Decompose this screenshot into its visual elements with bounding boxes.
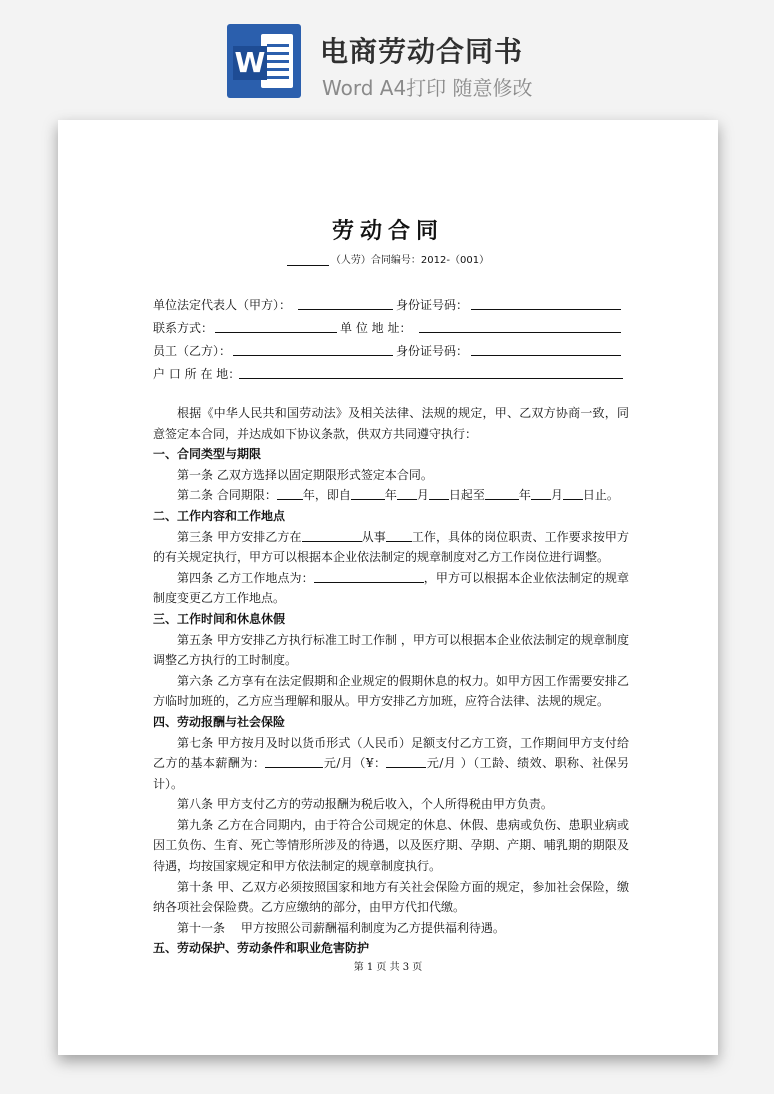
end-month-blank[interactable]	[531, 487, 551, 500]
employee-label: 员工（乙方）：	[153, 344, 232, 358]
word-doc-icon	[227, 24, 301, 98]
salary-number-blank[interactable]	[386, 755, 426, 768]
contract-number-text: （人劳）合同编号：2012-（001）	[330, 255, 490, 266]
article-5: 第五条 甲方安排乙方执行标准工时工作制 ，甲方可以根据本企业依法制定的规章制度调整乙方执行的工时制度。	[153, 632, 629, 668]
field-row-employee	[153, 342, 633, 358]
contact-label: 联系方式：	[153, 321, 214, 335]
banner-subtitle: Word A4打印 随意修改	[322, 76, 533, 100]
workplace-blank[interactable]	[314, 570, 424, 583]
start-day-blank[interactable]	[429, 487, 449, 500]
job-blank[interactable]	[386, 529, 412, 542]
article-2: 第二条 合同期限： 年，即自 年 月 日起至 年 月 日止。	[177, 488, 619, 503]
field-row-representative	[153, 296, 633, 312]
department-blank[interactable]	[302, 529, 362, 542]
section-heading-2: 二、工作内容和工作地点	[153, 508, 286, 523]
start-month-blank[interactable]	[397, 487, 417, 500]
banner	[0, 0, 774, 118]
contact-blank[interactable]	[215, 332, 337, 333]
id-blank-2[interactable]	[471, 355, 621, 356]
document-page	[58, 120, 718, 1055]
article-9: 第九条 乙方在合同期内，由于符合公司规定的休息、休假、患病或负伤、患职业病或因工负伤、生育、死亡等情形所涉及的待遇，以及医疗期、孕期、产期、哺乳期的期限及待遇，均按国家规定和甲方依法制定的规章制度执行。	[153, 817, 629, 874]
rep-label: 单位法定代表人（甲方）：	[153, 298, 292, 312]
end-day-blank[interactable]	[563, 487, 583, 500]
start-year-blank[interactable]	[351, 487, 385, 500]
hukou-blank[interactable]	[239, 378, 623, 379]
article-4: 第四条 乙方工作地点为： ，甲方可以根据本企业依法制定的规章制度变更乙方工作地点。	[153, 570, 629, 606]
article-7: 第七条 甲方按月及时以货币形式（人民币）足额支付乙方工资，工作期间甲方支付给乙方的基本薪酬为： 元/月（¥： 元/月 ）（工龄、绩效、职称、社保另计）。	[153, 735, 629, 791]
id-blank-1[interactable]	[471, 309, 621, 310]
hukou-label: 户 口 所 在 地：	[153, 367, 241, 381]
rep-blank[interactable]	[298, 309, 393, 310]
article-10: 第十条 甲、乙双方必须按照国家和地方有关社会保险方面的规定，参加社会保险，缴纳各项社会保险费。乙方应缴纳的部分，由甲方代扣代缴。	[153, 879, 629, 915]
id-label-2: 身份证号码：	[396, 344, 469, 358]
article-11: 第十一条 甲方按照公司薪酬福利制度为乙方提供福利待遇。	[177, 920, 505, 935]
article-3: 第三条 甲方安排乙方在 从事 工作，具体的岗位职责、工作要求按甲方的有关规定执行，甲方可以根据本企业依法制定的规章制度对乙方工作岗位进行调整。	[153, 529, 629, 565]
document-title: 劳动合同	[331, 219, 444, 244]
id-label-1: 身份证号码：	[396, 298, 469, 312]
contract-body	[153, 403, 629, 959]
page-footer: 第 1 页 共 3 页	[353, 962, 423, 973]
end-year-blank[interactable]	[485, 487, 519, 500]
article-1: 第一条 乙双方选择以固定期限形式签定本合同。	[177, 467, 433, 482]
field-row-hukou	[153, 365, 633, 381]
section-heading-3: 三、工作时间和休息休假	[153, 611, 286, 626]
banner-title: 电商劳动合同书	[320, 35, 524, 68]
address-blank[interactable]	[419, 332, 621, 333]
intro-paragraph: 根据《中华人民共和国劳动法》及相关法律、法规的规定，甲、乙双方协商一致，同意签定本合同，并达成如下协议条款，供双方共同遵守执行：	[153, 406, 629, 441]
word-logo-letter: W	[234, 46, 266, 79]
article-8: 第八条 甲方支付乙方的劳动报酬为税后收入，个人所得税由甲方负责。	[177, 797, 553, 812]
term-years-blank[interactable]	[277, 487, 303, 500]
employee-blank[interactable]	[233, 355, 393, 356]
contract-number	[58, 251, 718, 266]
article-6: 第六条 乙方享有在法定假期和企业规定的假期休息的权力。如甲方因工作需要安排乙方临时加班的，乙方应当理解和服从。甲方安排乙方加班，应符合法律、法规的规定。	[153, 673, 629, 709]
salary-blank[interactable]	[265, 755, 323, 768]
field-row-contact	[153, 319, 633, 335]
section-heading-5: 五、劳动保护、劳动条件和职业危害防护	[153, 941, 370, 956]
section-heading-4: 四、劳动报酬与社会保险	[153, 714, 286, 729]
section-heading-1: 一、合同类型与期限	[153, 447, 262, 462]
number-blank[interactable]	[287, 265, 329, 266]
address-label: 单 位 地 址：	[340, 321, 412, 335]
